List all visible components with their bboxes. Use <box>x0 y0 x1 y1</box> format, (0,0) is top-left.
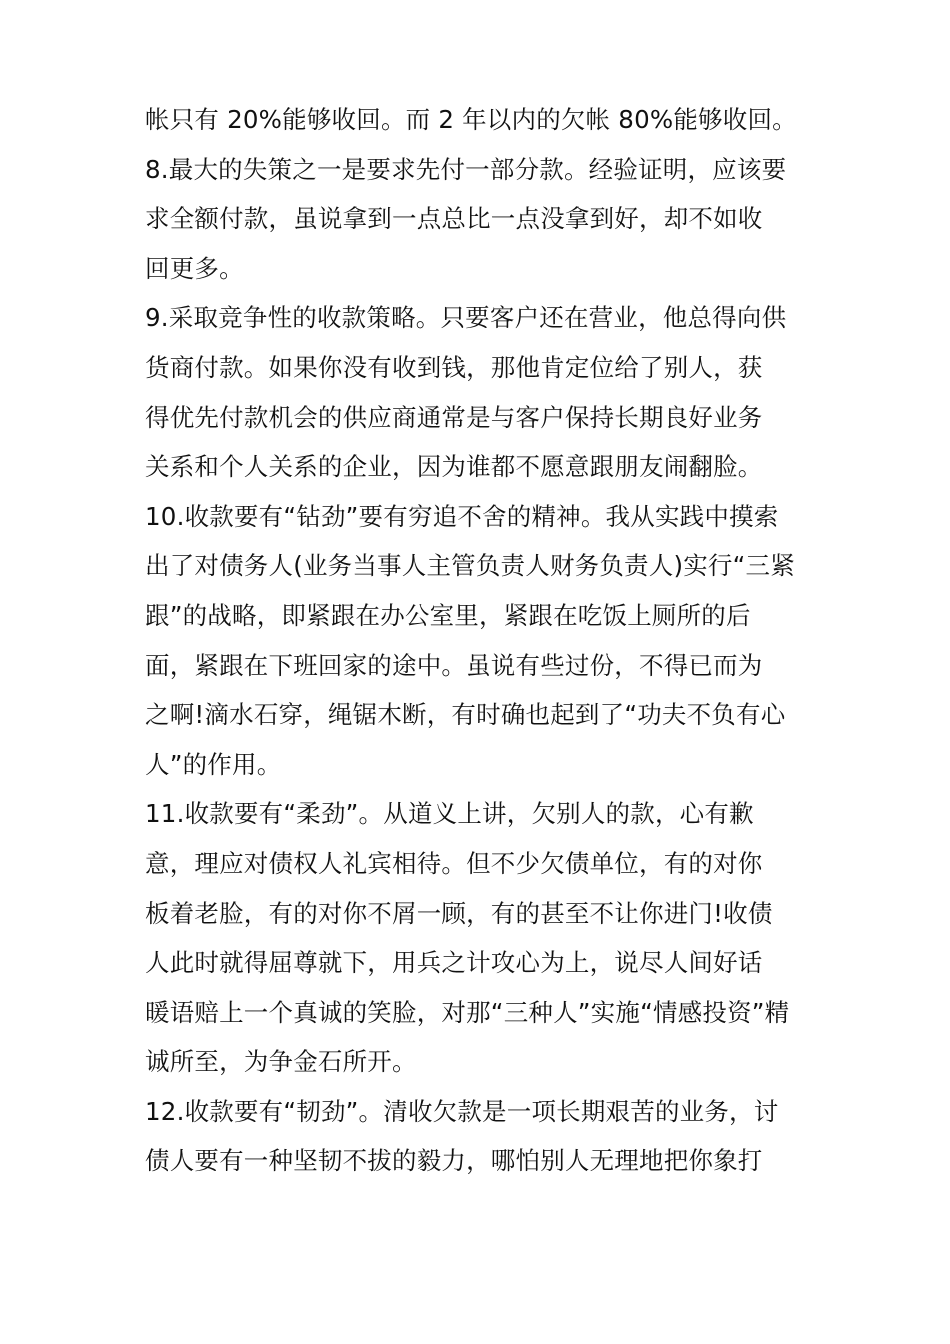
text-line: 9.采取竞争性的收款策略。只要客户还在营业，他总得向供 <box>145 303 787 333</box>
text-line: 10.收款要有“钻劲”要有穷追不舍的精神。我从实践中摸索 <box>145 501 779 531</box>
text-line: 货商付款。如果你没有收到钱，那他肯定位给了别人，获 <box>145 352 763 382</box>
text-line: 人此时就得屈尊就下，用兵之计攻心为上，说尽人间好话 <box>145 948 763 978</box>
text-line: 板着老脸，有的对你不屑一顾，有的甚至不让你进门!收债 <box>145 898 773 928</box>
text-line: 出了对债务人(业务当事人主管负责人财务负责人)实行“三紧 <box>145 551 795 581</box>
text-line: 8.最大的失策之一是要求先付一部分款。经验证明，应该要 <box>145 154 787 184</box>
text-line: 11.收款要有“柔劲”。从道义上讲，欠别人的款，心有歉 <box>145 799 754 829</box>
text-line: 诚所至，为争金石所开。 <box>145 1047 417 1077</box>
body-text <box>145 95 825 1186</box>
text-line: 面，紧跟在下班回家的途中。虽说有些过份，不得已而为 <box>145 650 763 680</box>
text-line: 帐只有 20%能够收回。而 2 年以内的欠帐 80%能够收回。 <box>145 105 797 134</box>
text-line: 跟”的战略，即紧跟在办公室里，紧跟在吃饭上厕所的后 <box>145 600 751 630</box>
text-line: 暖语赔上一个真诚的笑脸，对那“三种人”实施“情感投资”精 <box>145 997 790 1027</box>
text-line: 12.收款要有“韧劲”。清收欠款是一项长期艰苦的业务，讨 <box>145 1096 779 1126</box>
text-line: 之啊!滴水石穿，绳锯木断，有时确也起到了“功夫不负有心 <box>145 700 786 730</box>
text-line: 得优先付款机会的供应商通常是与客户保持长期良好业务 <box>145 402 763 432</box>
text-line: 债人要有一种坚韧不拔的毅力，哪怕别人无理地把你象打 <box>145 1146 763 1176</box>
text-line: 意，理应对债权人礼宾相待。但不少欠债单位，有的对你 <box>145 848 763 878</box>
text-line: 求全额付款，虽说拿到一点总比一点没拿到好，却不如收 <box>145 204 763 234</box>
text-line: 关系和个人关系的企业，因为谁都不愿意跟朋友闹翻脸。 <box>145 452 763 482</box>
text-line: 回更多。 <box>145 253 244 283</box>
text-line: 人”的作用。 <box>145 749 282 779</box>
